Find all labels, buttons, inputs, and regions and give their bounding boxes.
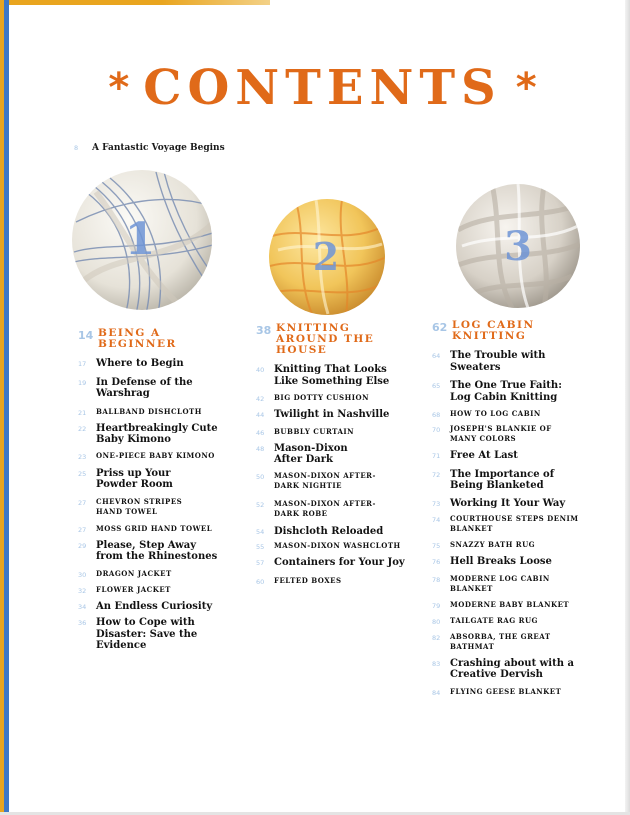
entry-page-number: 72: [432, 470, 441, 479]
section-title-line: BEING A: [98, 327, 161, 339]
entry-title: Free At Last: [450, 450, 518, 461]
toc-entry[interactable]: [432, 409, 592, 419]
entry-page-number: 74: [432, 516, 441, 524]
toc-entry[interactable]: [432, 350, 592, 373]
entry-title: HOW TO LOG CABIN: [450, 409, 541, 418]
entry-page-number: 68: [432, 411, 441, 419]
entry-page-number: 40: [256, 366, 265, 374]
entry-page-number: 83: [432, 659, 441, 668]
entry-page-number: 78: [432, 575, 441, 584]
entry-title: BIG DOTTY CUSHION: [274, 393, 369, 402]
yarn-ball-1-image: [66, 162, 218, 314]
entry-page-number: 44: [256, 411, 265, 419]
toc-entry[interactable]: [432, 616, 592, 626]
toc-entry[interactable]: [256, 526, 431, 538]
toc-entry[interactable]: [432, 380, 592, 403]
entry-page-number: 75: [432, 542, 441, 550]
entry-page-number: 79: [432, 601, 441, 610]
yarn-ball-1-numeral: 1: [124, 214, 156, 265]
intro-title: A Fantastic Voyage Begins: [92, 143, 225, 153]
entry-page-number: 57: [256, 559, 265, 567]
page-edge-right: [625, 0, 630, 815]
entry-title: The One True Faith: Log Cabin Knitting: [450, 380, 562, 403]
entry-page-number: 34: [78, 602, 87, 611]
toc-entry[interactable]: [78, 497, 253, 517]
entry-title: Crashing about with a Creative Dervish: [450, 657, 574, 680]
section-page-number: 62: [432, 321, 448, 334]
toc-entry[interactable]: [78, 451, 253, 461]
toc-entry[interactable]: [78, 377, 253, 400]
entry-page-number: 42: [256, 395, 265, 403]
entry-title: Knitting That Looks Like Something Else: [274, 364, 390, 387]
entry-page-number: 46: [256, 428, 265, 437]
intro-entry[interactable]: [74, 142, 225, 153]
intro-page-number: 8: [74, 144, 79, 152]
entry-page-number: 32: [78, 586, 87, 595]
toc-entry[interactable]: [256, 499, 431, 519]
entry-page-number: 73: [432, 499, 441, 508]
entry-page-number: 48: [256, 444, 265, 453]
entry-title: An Endless Curiosity: [96, 600, 213, 612]
entry-title: MASON-DIXON AFTER-DARK NIGHTIE: [274, 470, 376, 490]
section-1-heading[interactable]: [78, 328, 253, 350]
entry-page-number: 76: [432, 558, 441, 566]
section-page-number: 38: [256, 324, 272, 337]
entry-title: Heartbreakingly Cute Baby Kimono: [96, 422, 218, 445]
entry-title: FELTED BOXES: [274, 575, 342, 585]
toc-entry[interactable]: [78, 585, 253, 595]
toc-entry[interactable]: [78, 468, 253, 491]
entry-page-number: 54: [256, 527, 265, 536]
toc-entry[interactable]: [78, 617, 253, 652]
toc-entry[interactable]: [432, 574, 592, 594]
toc-entry[interactable]: [432, 540, 592, 550]
entry-page-number: 84: [432, 688, 441, 697]
toc-entry[interactable]: [432, 450, 592, 462]
entry-title: ABSORBA, THE GREAT BATHMAT: [450, 631, 551, 651]
section-page-number: 14: [78, 329, 94, 342]
toc-entry[interactable]: [256, 557, 431, 569]
entry-title: FLOWER JACKET: [96, 584, 171, 594]
toc-entry[interactable]: [78, 601, 253, 613]
title-star-left: *: [108, 65, 130, 111]
entry-title: DRAGON JACKET: [96, 568, 172, 578]
entry-title: Dishcloth Reloaded: [274, 525, 384, 537]
entry-title: JOSEPH'S BLANKIE OF MANY COLORS: [450, 424, 552, 443]
toc-entry[interactable]: [432, 514, 592, 534]
entry-page-number: 30: [78, 570, 87, 579]
section-title-line: BEGINNER: [98, 338, 177, 350]
section-title-line: AROUND THE: [276, 333, 375, 345]
section-title-line: LOG CABIN: [452, 319, 535, 331]
entry-title: Working It Your Way: [450, 497, 566, 509]
toc-entry[interactable]: [78, 358, 253, 370]
yarn-ball-3-numeral: 3: [504, 223, 532, 270]
entry-title: Twilight in Nashville: [274, 409, 390, 420]
toc-entry[interactable]: [432, 498, 592, 510]
section-3-heading[interactable]: [432, 320, 592, 342]
entry-title: CHEVRON STRIPES HAND TOWEL: [96, 496, 183, 516]
entry-page-number: 55: [256, 543, 265, 551]
entry-page-number: 71: [432, 452, 441, 460]
entry-title: MODERNE LOG CABIN BLANKET: [450, 573, 550, 593]
entry-page-number: 19: [78, 378, 87, 387]
entry-title: MODERNE BABY BLANKET: [450, 599, 570, 609]
entry-page-number: 27: [78, 525, 87, 534]
yarn-ball-2-image: [266, 196, 388, 318]
entry-page-number: 36: [78, 619, 87, 627]
toc-entry[interactable]: [256, 471, 431, 491]
entry-page-number: 82: [432, 633, 441, 642]
page-title: [60, 58, 585, 118]
section-title-line: KNITTING: [452, 330, 527, 342]
entry-title: The Importance of Being Blanketed: [450, 468, 555, 491]
entry-page-number: 23: [78, 452, 87, 461]
entry-title: ONE-PIECE BABY KIMONO: [96, 450, 215, 460]
entry-page-number: 29: [78, 541, 87, 550]
section-1-column: [78, 328, 253, 652]
toc-entry[interactable]: [256, 364, 431, 387]
entry-title: BALLBAND DISHCLOTH: [96, 406, 202, 416]
entry-title: TAILGATE RAG RUG: [450, 615, 539, 625]
entry-page-number: 52: [256, 500, 265, 509]
toc-entry[interactable]: [432, 424, 592, 444]
toc-entry[interactable]: [432, 556, 592, 568]
page-edge-left: [0, 0, 9, 815]
section-2-column: [256, 323, 431, 586]
entry-page-number: 64: [432, 352, 441, 360]
toc-entry[interactable]: [256, 427, 431, 437]
entry-title: How to Cope with Disaster: Save the Evidence: [96, 617, 198, 651]
title-word: CONTENTS: [143, 60, 502, 116]
section-3-column: [432, 320, 592, 697]
entry-page-number: 65: [432, 382, 441, 390]
toc-entry[interactable]: [78, 569, 253, 579]
toc-entry[interactable]: [78, 540, 253, 563]
entry-page-number: 80: [432, 617, 441, 626]
toc-entry[interactable]: [78, 423, 253, 446]
page-edge-top: [0, 0, 270, 5]
toc-entry[interactable]: [432, 600, 592, 610]
toc-entry[interactable]: [256, 576, 431, 586]
section-title-line: KNITTING: [276, 322, 351, 334]
toc-entry[interactable]: [432, 469, 592, 492]
entry-page-number: 27: [78, 498, 87, 507]
entry-title: Where to Begin: [96, 358, 184, 369]
toc-entry[interactable]: [432, 687, 592, 697]
entry-title: FLYING GEESE BLANKET: [450, 686, 562, 696]
toc-entry[interactable]: [256, 409, 431, 421]
section-2-heading[interactable]: [256, 323, 431, 356]
entry-title: Hell Breaks Loose: [450, 556, 552, 567]
entry-title: MASON-DIXON WASHCLOTH: [274, 541, 401, 550]
entry-title: The Trouble with Sweaters: [450, 350, 546, 373]
title-star-right: *: [515, 65, 537, 111]
entry-page-number: 21: [78, 408, 87, 417]
toc-entry[interactable]: [432, 632, 592, 652]
entry-title: Mason-Dixon After Dark: [274, 442, 348, 465]
entry-page-number: 50: [256, 472, 265, 481]
toc-entry[interactable]: [256, 541, 431, 551]
entry-title: Priss up Your Powder Room: [96, 467, 173, 490]
entry-title: Containers for Your Joy: [274, 557, 405, 568]
entry-title: Please, Step Away from the Rhinestones: [96, 539, 218, 562]
toc-entry[interactable]: [256, 443, 431, 466]
entry-title: BUBBLY CURTAIN: [274, 426, 355, 436]
section-title-line: HOUSE: [276, 344, 328, 356]
entry-title: COURTHOUSE STEPS DENIM BLANKET: [450, 514, 579, 533]
entry-page-number: 70: [432, 426, 441, 434]
entry-page-number: 60: [256, 577, 265, 586]
yarn-ball-2-numeral: 2: [312, 234, 340, 279]
entry-title: In Defense of the Warshrag: [96, 376, 193, 399]
toc-entry[interactable]: [78, 524, 253, 534]
entry-title: SNAZZY BATH RUG: [450, 540, 536, 549]
yarn-ball-3-image: [452, 180, 584, 312]
entry-page-number: 22: [78, 424, 87, 433]
entry-title: MOSS GRID HAND TOWEL: [96, 523, 213, 533]
entry-page-number: 25: [78, 469, 87, 478]
entry-page-number: 17: [78, 360, 87, 368]
toc-entry[interactable]: [256, 393, 431, 403]
entry-title: MASON-DIXON AFTER-DARK ROBE: [274, 498, 376, 518]
toc-entry[interactable]: [78, 407, 253, 417]
toc-entry[interactable]: [432, 658, 592, 681]
